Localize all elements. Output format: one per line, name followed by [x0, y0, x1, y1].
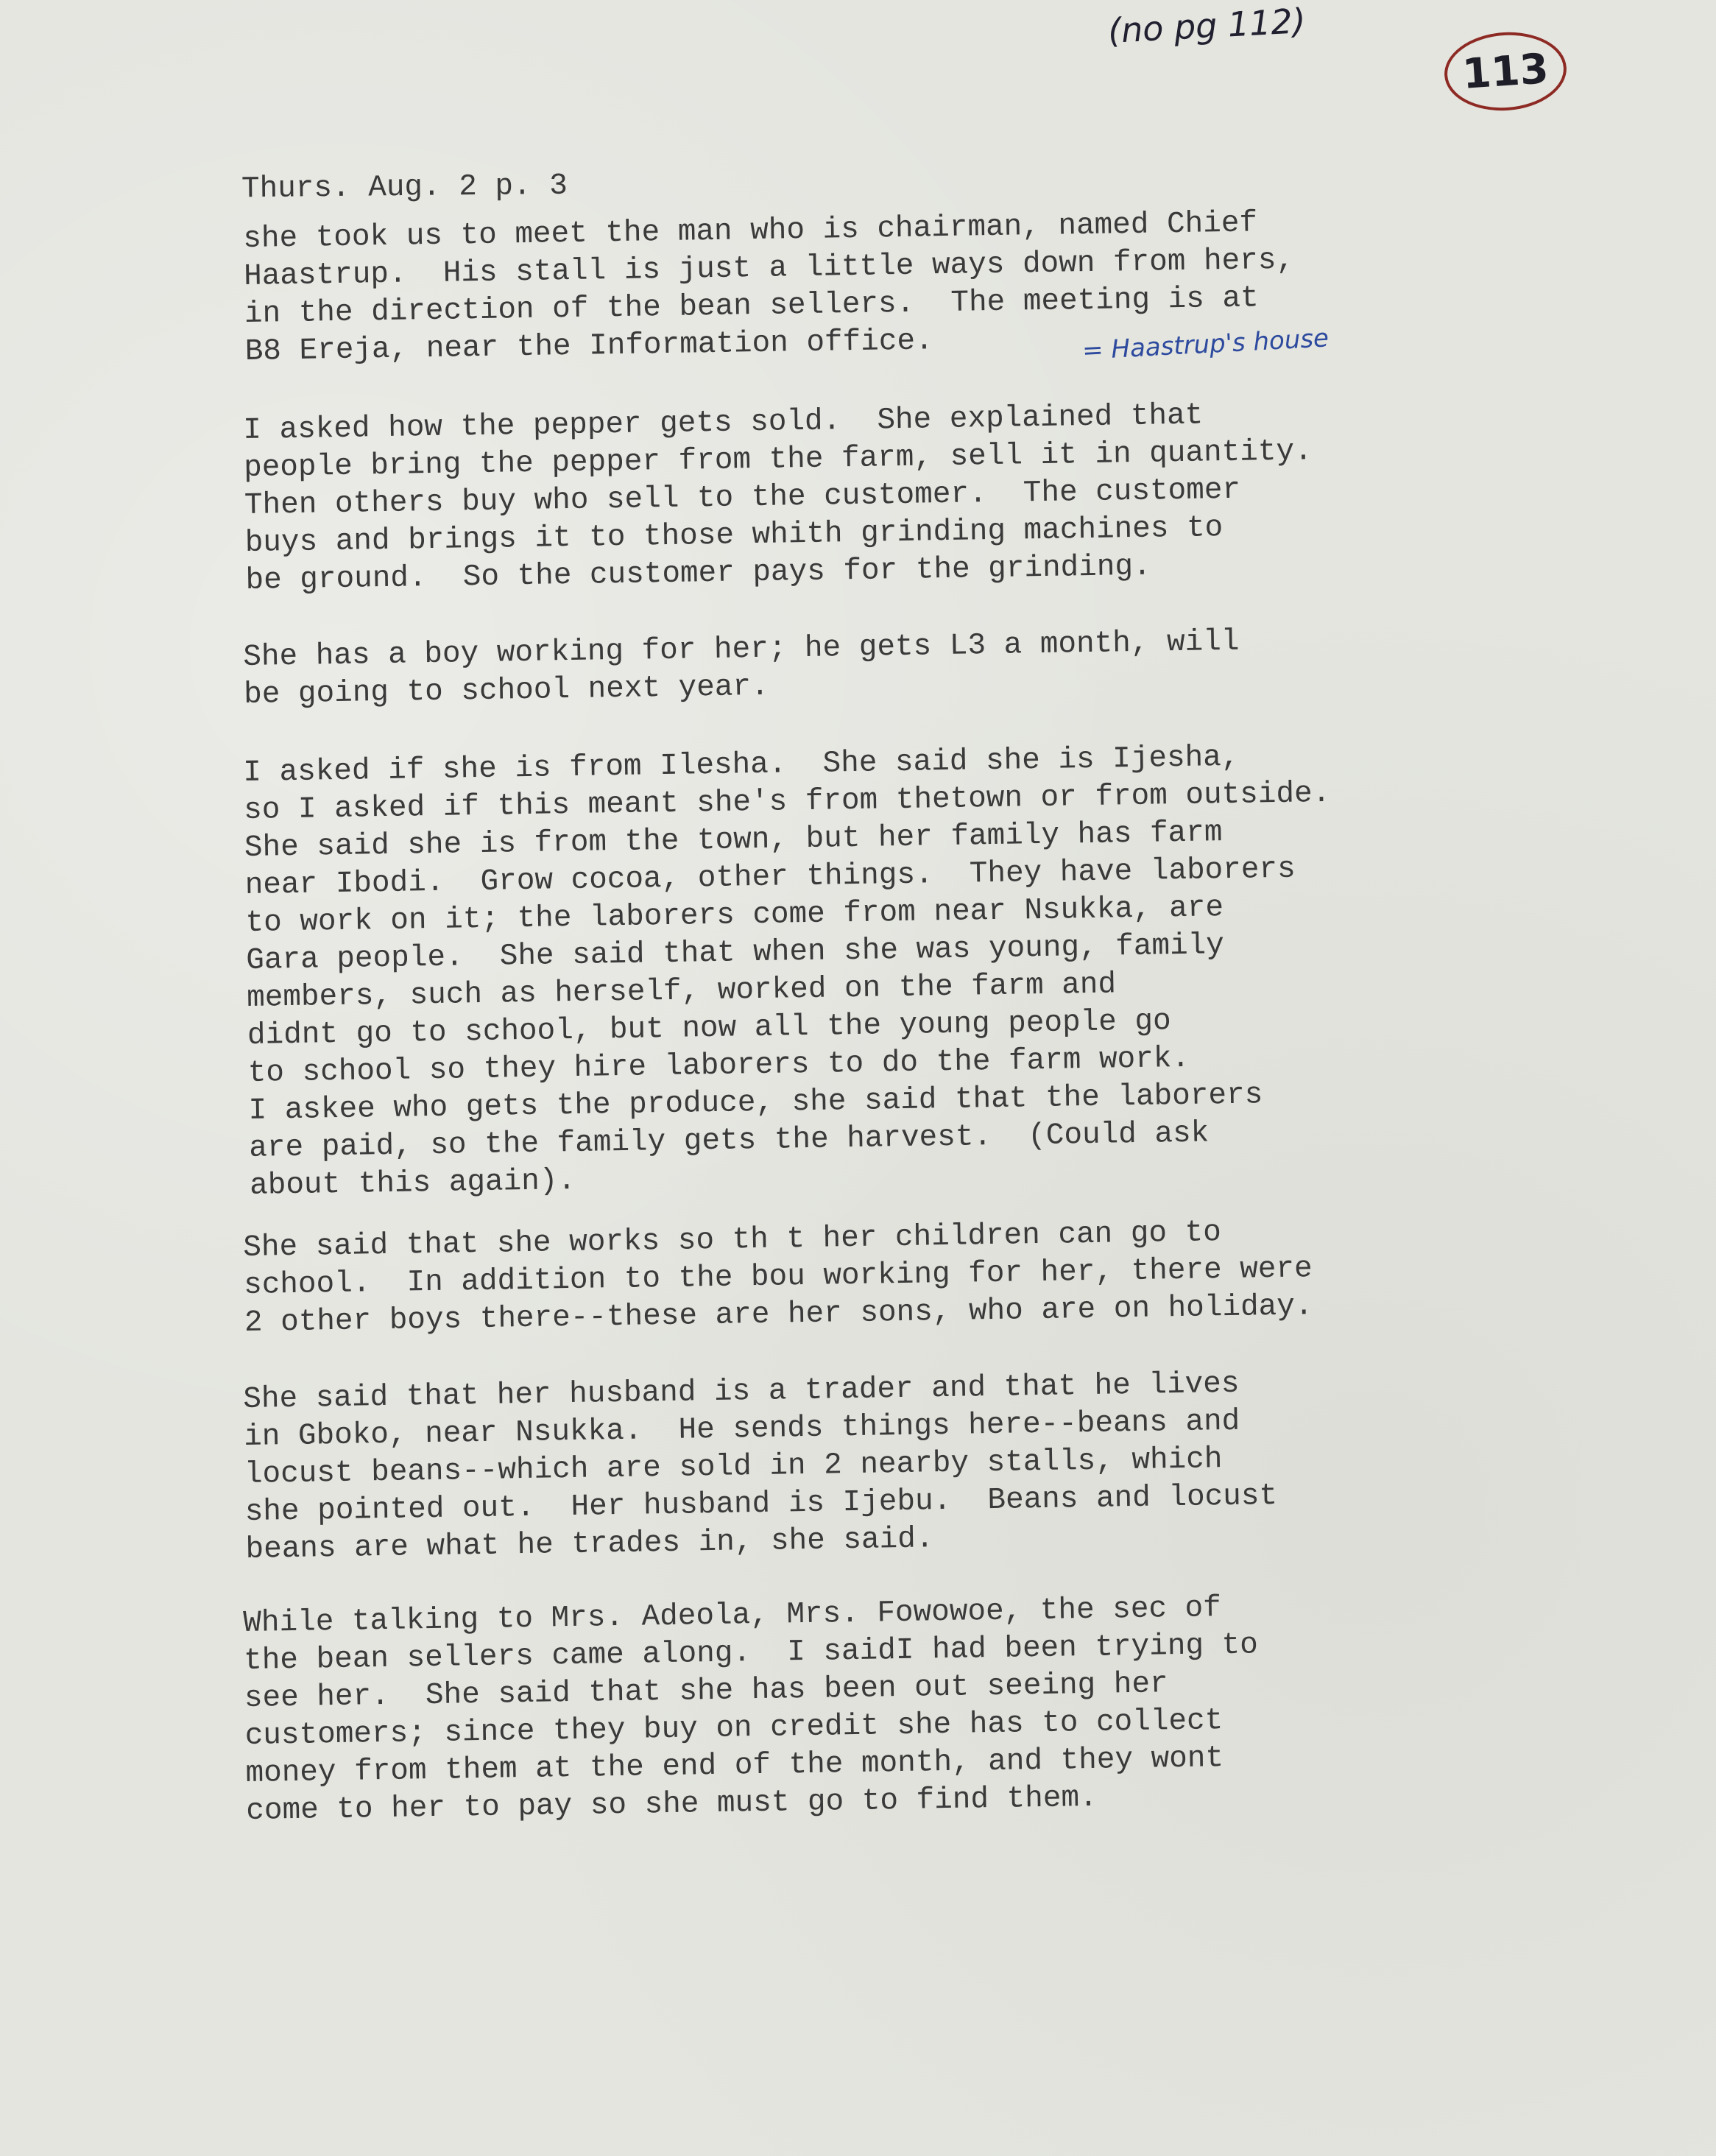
text-line: B8 Ereja, near the Information office.	[244, 324, 933, 369]
text-line: the bean sellers came along. I saidI had been trying to	[243, 1628, 1259, 1678]
page-number: 113	[1461, 44, 1550, 99]
text-line: to work on it; the laborers come from near Nsukka, are	[245, 891, 1224, 940]
paragraph-3	[243, 617, 1642, 714]
text-line: school. In addition to the bou working for her, there were	[243, 1252, 1313, 1303]
page-header: Thurs. Aug. 2 p. 3	[241, 169, 568, 207]
paragraph-1	[243, 199, 1644, 371]
text-line: she took us to meet the man who is chairman, named Chief	[243, 206, 1258, 256]
text-line: She has a boy working for her; he gets L3 a month, will	[243, 624, 1240, 674]
text-line: Gara people. She said that when she was young, family	[246, 929, 1225, 978]
text-line: people bring the pepper from the farm, sell it in quantity.	[243, 434, 1313, 485]
text-line: come to her to pay so she must go to find them.	[246, 1780, 1098, 1828]
handwritten-top-note: (no pg 112)	[1106, 1, 1307, 51]
text-line: I asked if she is from Ilesha. She said she is Ijesha,	[243, 740, 1240, 790]
text-line: I asked how the pepper gets sold. She explained that	[243, 398, 1204, 448]
text-line: to school so they hire laborers to do the farm work.	[247, 1041, 1190, 1091]
text-line: members, such as herself, worked on the farm and	[246, 968, 1117, 1015]
text-line: near Ibodi. Grow cocoa, other things. They have laborers	[244, 852, 1296, 903]
text-line: She said that her husband is a trader and that he lives	[243, 1367, 1240, 1417]
text-line: She said she is from the town, but her family has farm	[244, 816, 1223, 865]
text-line: beans are what he trades in, she said.	[245, 1522, 934, 1567]
paragraph-6	[243, 1359, 1645, 1569]
text-line: are paid, so the family gets the harvest. (Could ask	[249, 1116, 1210, 1166]
text-line: see her. She said that she has been out seeing her	[244, 1667, 1169, 1716]
text-line: she pointed out. Her husband is Ijebu. Beans and locust	[244, 1479, 1278, 1529]
text-line: in the direction of the bean sellers. The meeting is at	[244, 281, 1260, 331]
paragraph-2	[243, 390, 1645, 600]
paragraph-7	[243, 1583, 1645, 1831]
page-number-circle	[1442, 28, 1570, 114]
text-line: locust beans--which are sold in 2 nearby stalls, which	[244, 1442, 1223, 1492]
text-line: so I asked if this meant she's from thetown or from outside.	[243, 776, 1331, 828]
text-line: be ground. So the customer pays for the grinding.	[245, 549, 1152, 598]
text-line: about this again).	[249, 1163, 576, 1203]
text-line: While talking to Mrs. Adeola, Mrs. Fowowoe, the sec of	[243, 1591, 1222, 1641]
paragraph-4	[243, 733, 1648, 1205]
text-line: buys and brings it to those whith grinding machines to	[244, 511, 1224, 560]
text-line: 2 other boys there--these are her sons, who are on holiday.	[244, 1289, 1313, 1340]
text-line: Then others buy who sell to the customer. The customer	[244, 473, 1241, 523]
text-line: didnt go to school, but now all the young people go	[247, 1004, 1172, 1053]
text-line: in Gboko, near Nsukka. He sends things here--beans and	[243, 1404, 1240, 1454]
text-line: She said that she works so th t her children can go to	[243, 1216, 1222, 1265]
text-line: be going to school next year.	[243, 669, 769, 712]
text-line: I askee who gets the produce, she said that the laborers	[248, 1078, 1263, 1128]
text-line: customers; since they buy on credit she has to collect	[244, 1704, 1224, 1753]
text-line: Haastrup. His stall is just a little ways down from hers,	[243, 243, 1295, 294]
text-line: money from them at the end of the month, and they wont	[245, 1741, 1224, 1791]
paragraph-5	[243, 1208, 1643, 1342]
handwritten-margin-note: = Haastrup's house	[1081, 323, 1330, 366]
